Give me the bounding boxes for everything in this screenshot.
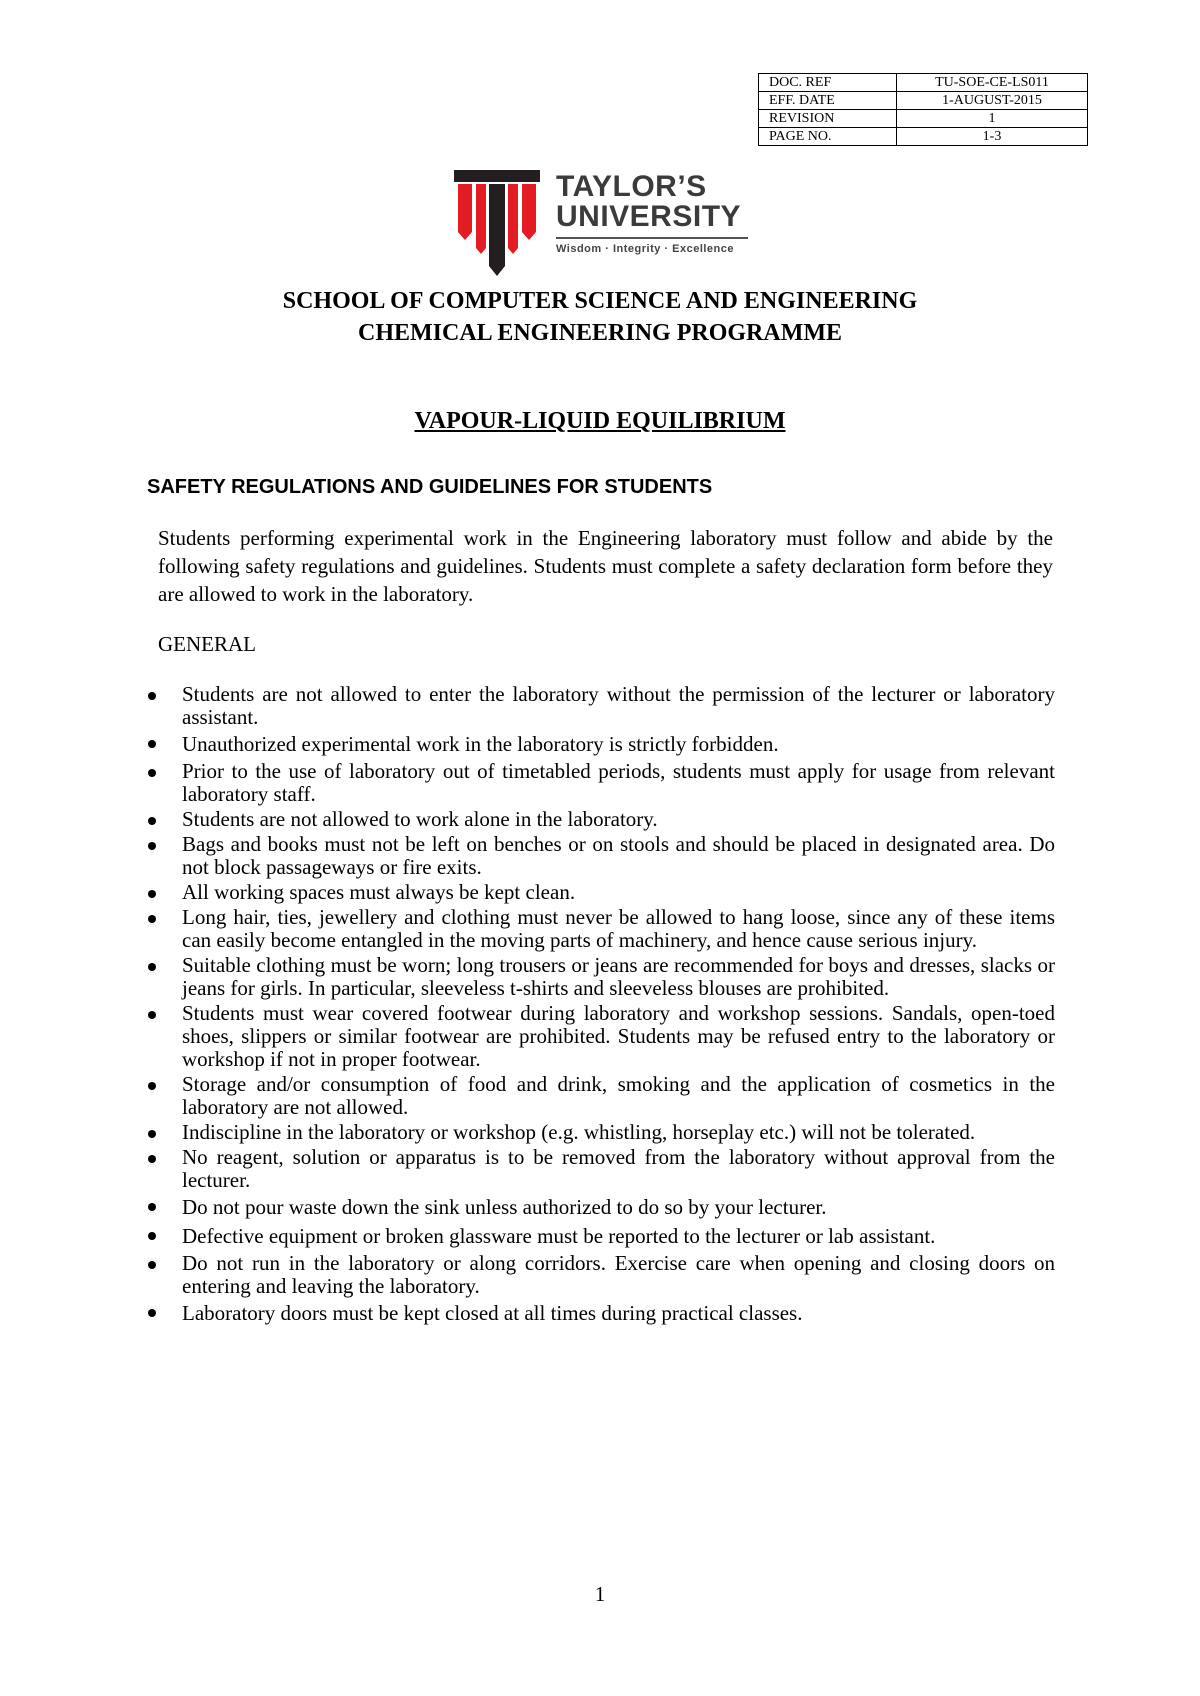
list-item — [148, 833, 1055, 879]
rule-text: Students must wear covered footwear during laboratory and workshop sessions. Sandals, open-toed shoes, slippers or similar footwear are prohibited. Students may be refused entry to the laboratory or workshop if not in proper footwear. — [182, 1001, 1055, 1071]
revision-value: 1 — [897, 110, 1088, 128]
bullet-icon — [148, 1232, 156, 1240]
list-item — [148, 1146, 1055, 1192]
logo-tagline: Wisdom · Integrity · Excellence — [556, 243, 734, 255]
bullet-icon — [148, 769, 156, 777]
doc-ref-label: DOC. REF — [759, 74, 897, 92]
list-item — [148, 808, 1055, 831]
logo-divider — [556, 237, 748, 239]
rule-text: Defective equipment or broken glassware must be reported to the lecturer or lab assistant. — [182, 1224, 936, 1248]
programme-name: CHEMICAL ENGINEERING PROGRAMME — [357, 320, 843, 346]
page-no-row — [759, 128, 1088, 146]
rule-text: Students are not allowed to enter the laboratory without the permission of the lecturer or laboratory assistant. — [182, 682, 1055, 729]
list-item — [148, 1002, 1055, 1071]
rule-text: Students are not allowed to work alone in the laboratory. — [182, 807, 658, 831]
list-item — [148, 760, 1055, 806]
logo-name-line1: TAYLOR’S — [556, 170, 707, 203]
bullet-icon — [148, 740, 156, 748]
rule-text: Storage and/or consumption of food and drink, smoking and the application of cosmetics in the laboratory are not allowed. — [182, 1072, 1055, 1119]
list-item — [148, 731, 1055, 758]
rule-text: Do not run in the laboratory or along corridors. Exercise care when opening and closing doors on entering and leaving the laboratory. — [182, 1251, 1055, 1298]
eff-date-value: 1-AUGUST-2015 — [897, 92, 1088, 110]
list-item — [148, 1223, 1055, 1250]
bullet-icon — [148, 1261, 156, 1269]
rule-text: Bags and books must not be left on benches or on stools and should be placed in designated area. Do not block passageways or fire exits. — [182, 832, 1055, 879]
bullet-icon — [148, 963, 156, 971]
logo-name-line2: UNIVERSITY — [556, 200, 742, 233]
experiment-title: VAPOUR-LIQUID EQUILIBRIUM — [414, 408, 786, 434]
bullet-icon — [148, 1082, 156, 1090]
bullet-icon — [148, 1309, 156, 1317]
rule-text: No reagent, solution or apparatus is to be removed from the laboratory without approval from the lecturer. — [182, 1145, 1055, 1192]
list-item — [148, 683, 1055, 729]
intro-paragraph: Students performing experimental work in the Engineering laboratory must follow and abide by the following safety regulations and guidelines. Students must complete a safety declaration form before they are allowed to work in the laboratory. — [158, 526, 1053, 606]
university-crest-icon — [452, 170, 544, 280]
bullet-icon — [148, 692, 156, 700]
rule-text: Do not pour waste down the sink unless authorized to do so by your lecturer. — [182, 1195, 827, 1219]
rule-text: Suitable clothing must be worn; long trousers or jeans are recommended for boys and dresses, slacks or jeans for girls. In particular, sleeveless t-shirts and sleeveless blouses are prohibited. — [182, 953, 1055, 1000]
rule-text: Laboratory doors must be kept closed at all times during practical classes. — [182, 1301, 803, 1325]
section-title: SAFETY REGULATIONS AND GUIDELINES FOR STUDENTS — [147, 476, 713, 498]
eff-date-row — [759, 92, 1088, 110]
rule-text: Long hair, ties, jewellery and clothing must never be allowed to hang loose, since any of these items can easily become entangled in the moving parts of machinery, and hence cause serious injury. — [182, 905, 1055, 952]
page-no-label: PAGE NO. — [759, 128, 897, 146]
revision-row — [759, 110, 1088, 128]
university-logo — [452, 170, 752, 280]
bullet-icon — [148, 1011, 156, 1019]
rule-text: Prior to the use of laboratory out of timetabled periods, students must apply for usage from relevant laboratory staff. — [182, 759, 1055, 806]
bullet-icon — [148, 1155, 156, 1163]
bullet-icon — [148, 1130, 156, 1138]
list-item — [148, 881, 1055, 904]
list-item — [148, 1252, 1055, 1298]
school-name: SCHOOL OF COMPUTER SCIENCE AND ENGINEERING — [282, 288, 918, 314]
doc-ref-row — [759, 74, 1088, 92]
rule-text: Unauthorized experimental work in the laboratory is strictly forbidden. — [182, 732, 779, 756]
document-reference-table — [758, 73, 1088, 146]
bullet-icon — [148, 1203, 156, 1211]
list-item — [148, 954, 1055, 1000]
general-heading: GENERAL — [158, 632, 256, 656]
revision-label: REVISION — [759, 110, 897, 128]
eff-date-label: EFF. DATE — [759, 92, 897, 110]
bullet-icon — [148, 915, 156, 923]
bullet-icon — [148, 890, 156, 898]
bullet-icon — [148, 842, 156, 850]
list-item — [148, 1121, 1055, 1144]
doc-ref-value: TU-SOE-CE-LS011 — [897, 74, 1088, 92]
safety-rules-list — [148, 683, 1055, 1329]
list-item — [148, 1073, 1055, 1119]
rule-text: Indiscipline in the laboratory or workshop (e.g. whistling, horseplay etc.) will not be tolerated. — [182, 1120, 976, 1144]
list-item — [148, 1300, 1055, 1327]
rule-text: All working spaces must always be kept clean. — [182, 880, 576, 904]
bullet-icon — [148, 817, 156, 825]
list-item — [148, 906, 1055, 952]
page-no-value: 1-3 — [897, 128, 1088, 146]
list-item — [148, 1194, 1055, 1221]
page-number: 1 — [594, 1582, 606, 1606]
